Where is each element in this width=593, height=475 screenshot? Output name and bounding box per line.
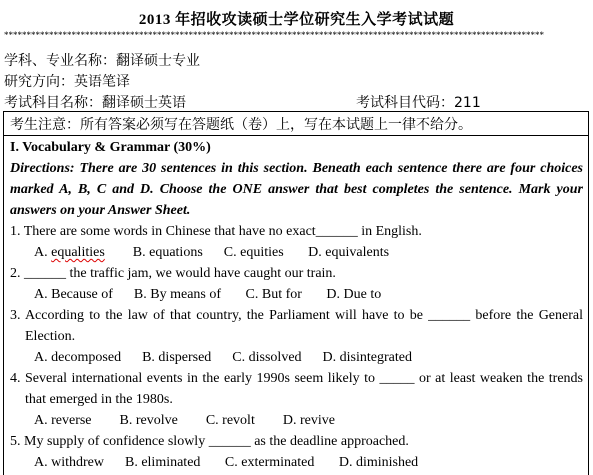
question-2-options: A. Because of B. By means of C. But for D. Due to xyxy=(34,287,382,302)
question-1-options xyxy=(10,242,583,263)
notice-box xyxy=(3,111,589,136)
exam-title: 2013 年招收攻读硕士学位研究生入学考试试题 xyxy=(138,12,455,28)
question-section xyxy=(3,135,589,475)
question-4-options: A. reverse B. revolve C. revolt D. revive xyxy=(34,413,335,428)
options-rest: B. equations C. equities D. equivalents xyxy=(104,245,390,260)
direction-line: 研究方向：英语笔译 xyxy=(4,74,130,90)
notice-text: 考生注意：所有答案必须写在答题纸（卷）上，写在本试题上一律不给分。 xyxy=(10,117,472,133)
section-directions: Directions: There are 30 sentences in this section. Beneath each sentence there are four choices marked A, B, C and D. Choose the ONE answer that best completes the sentence. Mark your answers on your Answer Sheet. xyxy=(10,161,583,218)
section-heading: I. Vocabulary & Grammar (30%) xyxy=(10,140,211,155)
question-3-options: A. decomposed B. dispersed C. dissolved D. disintegrated xyxy=(34,350,412,365)
question-4-stem: 4. Several international events in the early 1990s seem likely to _____ or at least weaken the trends that emerged in the 1980s. xyxy=(10,371,583,407)
question-2-stem: 2. ______ the traffic jam, we would have caught our train. xyxy=(10,266,336,281)
subject-code-line: 考试科目代码：211 xyxy=(356,95,481,111)
question-5-options: A. withdrew B. eliminated C. exterminated D. diminished xyxy=(34,455,419,470)
spellcheck-word: equalities xyxy=(51,245,105,260)
star-divider: ************************************************************************************************************************ xyxy=(4,30,544,40)
major-line: 学科、专业名称：翻译硕士专业 xyxy=(4,53,200,69)
question-1-stem: 1. There are some words in Chinese that have no exact______ in English. xyxy=(10,224,422,239)
subject-line: 考试科目名称：翻译硕士英语 xyxy=(4,95,186,111)
question-5-stem: 5. My supply of confidence slowly ______ as the deadline approached. xyxy=(10,434,409,449)
option-a-label: A. xyxy=(34,245,52,260)
question-3-stem: 3. According to the law of that country, the Parliament will have to be ______ before the General Election. xyxy=(10,308,583,344)
